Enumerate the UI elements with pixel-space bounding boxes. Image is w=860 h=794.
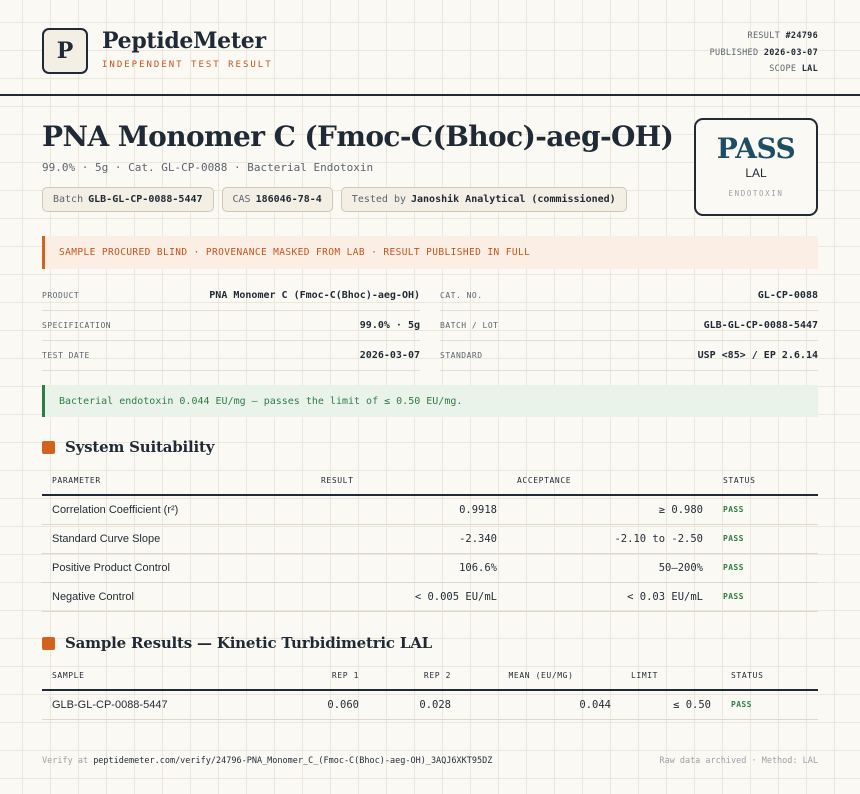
report-header bbox=[0, 0, 860, 96]
result-cell: < 0.005 EU/mL bbox=[311, 582, 507, 611]
verify-link[interactable]: peptidemeter.com/verify/24796-PNA_Monomer_C_(Fmoc-C(Bhoc)-aeg-OH)_3AQJ6XKT95DZ bbox=[93, 756, 493, 766]
column-header: REP 1 bbox=[277, 662, 369, 690]
param-cell: Correlation Coefficient (r²) bbox=[42, 495, 311, 524]
status-badge: PASS bbox=[713, 495, 818, 524]
result-cell: -2.340 bbox=[311, 524, 507, 553]
column-header: MEAN (EU/MG) bbox=[461, 662, 621, 690]
meta-scope: SCOPE LAL bbox=[769, 64, 818, 74]
info-label: TEST DATE bbox=[42, 351, 90, 360]
info-label: BATCH / LOT bbox=[440, 321, 499, 330]
column-header: LIMIT bbox=[621, 662, 721, 690]
product-chips bbox=[42, 187, 627, 212]
table-header-row bbox=[42, 467, 818, 495]
meta-result: RESULT #24796 bbox=[747, 31, 818, 41]
param-cell: Standard Curve Slope bbox=[42, 524, 311, 553]
product-title: PNA Monomer C (Fmoc-C(Bhoc)-aeg-OH) bbox=[42, 120, 674, 153]
report-footer bbox=[42, 756, 818, 766]
column-header: RESULT bbox=[311, 467, 507, 495]
table-row bbox=[42, 495, 818, 524]
table-row bbox=[42, 582, 818, 611]
product-subtitle: 99.0% · 5g · Cat. GL-CP-0088 · Bacterial Endotoxin bbox=[42, 161, 374, 174]
column-header: STATUS bbox=[713, 467, 818, 495]
table-row bbox=[42, 690, 818, 719]
verdict-badge bbox=[694, 118, 818, 216]
brand-logo: P bbox=[42, 28, 88, 74]
info-row-batch-lot bbox=[440, 311, 818, 341]
section-marker-icon bbox=[42, 441, 55, 454]
result-summary-banner: Bacterial endotoxin 0.044 EU/mg — passes the limit of ≤ 0.50 EU/mg. bbox=[42, 385, 818, 417]
info-label: SPECIFICATION bbox=[42, 321, 112, 330]
status-badge: PASS bbox=[713, 524, 818, 553]
info-value: GL-CP-0088 bbox=[757, 290, 818, 301]
acceptance-cell: -2.10 to -2.50 bbox=[507, 524, 713, 553]
brand-name: PeptideMeter bbox=[102, 28, 266, 54]
section-marker-icon bbox=[42, 637, 55, 650]
param-cell: Negative Control bbox=[42, 582, 311, 611]
acceptance-cell: < 0.03 EU/mL bbox=[507, 582, 713, 611]
table-row bbox=[42, 524, 818, 553]
table-row bbox=[42, 553, 818, 582]
suitability-table bbox=[42, 467, 818, 612]
verdict-word: PASS bbox=[716, 132, 796, 165]
verdict-analyte: ENDOTOXIN bbox=[728, 189, 784, 198]
cas-chip: CAS 186046-78-4 bbox=[222, 187, 333, 212]
section-title: Sample Results — Kinetic Turbidimetric LAL bbox=[65, 634, 433, 652]
result-cell: 106.6% bbox=[311, 553, 507, 582]
column-header: PARAMETER bbox=[42, 467, 311, 495]
info-value: PNA Monomer C (Fmoc-C(Bhoc)-aeg-OH) bbox=[209, 290, 420, 301]
rep2-cell: 0.028 bbox=[369, 690, 461, 719]
status-badge: PASS bbox=[713, 553, 818, 582]
blind-sample-notice: SAMPLE PROCURED BLIND · PROVENANCE MASKED FROM LAB · RESULT PUBLISHED IN FULL bbox=[42, 236, 818, 269]
limit-cell: ≤ 0.50 bbox=[621, 690, 721, 719]
acceptance-cell: ≥ 0.980 bbox=[507, 495, 713, 524]
table-header-row bbox=[42, 662, 818, 690]
param-cell: Positive Product Control bbox=[42, 553, 311, 582]
info-row-standard bbox=[440, 341, 818, 371]
column-header: REP 2 bbox=[369, 662, 461, 690]
column-header: STATUS bbox=[721, 662, 818, 690]
info-row-specification bbox=[42, 311, 420, 341]
meta-published: PUBLISHED 2026-03-07 bbox=[709, 47, 818, 58]
sample-results-table bbox=[42, 662, 818, 720]
sample-results-section-header bbox=[42, 634, 432, 652]
status-badge: PASS bbox=[713, 582, 818, 611]
report-meta bbox=[710, 28, 818, 78]
info-row-cat-no bbox=[440, 281, 818, 311]
info-value: 2026-03-07 bbox=[359, 350, 420, 361]
column-header: ACCEPTANCE bbox=[507, 467, 713, 495]
status-badge: PASS bbox=[721, 690, 818, 719]
rep1-cell: 0.060 bbox=[277, 690, 369, 719]
info-value: GLB-GL-CP-0088-5447 bbox=[703, 320, 818, 331]
info-row-test-date bbox=[42, 341, 420, 371]
info-value: 99.0% · 5g bbox=[359, 320, 420, 331]
batch-chip: Batch GLB-GL-CP-0088-5447 bbox=[42, 187, 214, 212]
section-title: System Suitability bbox=[65, 438, 215, 456]
mean-cell: 0.044 bbox=[461, 690, 621, 719]
brand-tagline: INDEPENDENT TEST RESULT bbox=[102, 60, 273, 70]
sample-cell: GLB-GL-CP-0088-5447 bbox=[42, 690, 277, 719]
verdict-method: LAL bbox=[745, 166, 767, 180]
info-label: STANDARD bbox=[440, 351, 483, 360]
column-header: SAMPLE bbox=[42, 662, 277, 690]
verify-line: Verify at peptidemeter.com/verify/24796-PNA_Monomer_C_(Fmoc-C(Bhoc)-aeg-OH)_3AQJ6XKT95DZ bbox=[42, 756, 493, 766]
info-label: PRODUCT bbox=[42, 291, 80, 300]
info-value: USP <85> / EP 2.6.14 bbox=[697, 350, 818, 361]
info-label: CAT. NO. bbox=[440, 291, 483, 300]
result-cell: 0.9918 bbox=[311, 495, 507, 524]
acceptance-cell: 50–200% bbox=[507, 553, 713, 582]
footer-method-note: Raw data archived · Method: LAL bbox=[659, 756, 818, 766]
suitability-section-header bbox=[42, 438, 214, 456]
info-row-product bbox=[42, 281, 420, 311]
tested-by-chip: Tested by Janoshik Analytical (commissioned) bbox=[341, 187, 627, 212]
